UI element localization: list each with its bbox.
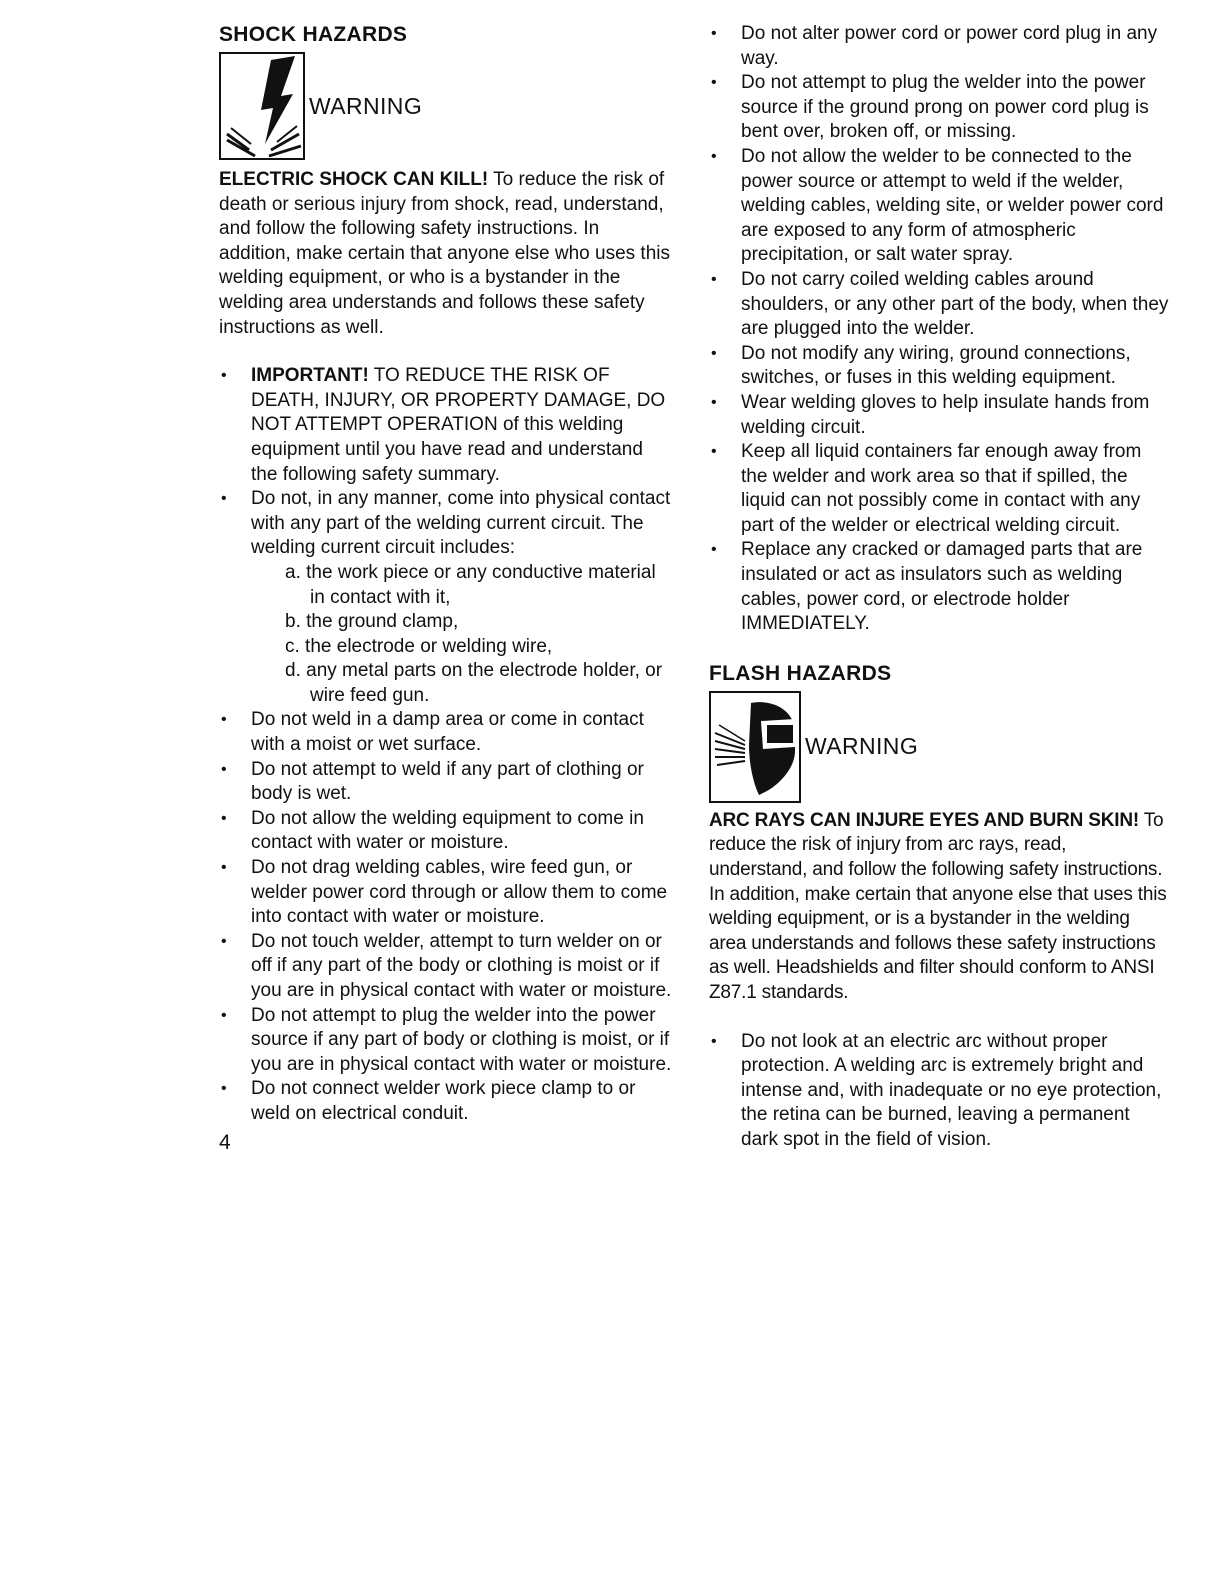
list-item: • Do not touch welder, attempt to turn welder on or off if any part of the body or clothing is moist or if you are in physical contact with water or moisture. bbox=[219, 930, 674, 1004]
welding-helmet-icon bbox=[709, 691, 801, 803]
shock-bullets-right bbox=[709, 22, 1169, 637]
shock-intro bbox=[219, 168, 674, 340]
list-item: • Do not look at an electric arc without proper protection. A welding arc is extremely bright and intense and, with inadequate or no eye protection, the retina can be burned, leaving a permanent dark spot in the field of vision. bbox=[709, 1030, 1169, 1153]
list-item: • Do not alter power cord or power cord plug in any way. bbox=[709, 22, 1169, 71]
shock-hazards-title: SHOCK HAZARDS bbox=[219, 23, 408, 46]
flash-warning-box bbox=[709, 691, 1169, 803]
list-item: • Replace any cracked or damaged parts that are insulated or act as insulators such as welding cables, power cord, or electrode holder IMMEDIATELY. bbox=[709, 538, 1169, 636]
right-column bbox=[709, 22, 1169, 1153]
shock-bullets-left bbox=[219, 364, 674, 1126]
flash-hazards-title: FLASH HAZARDS bbox=[709, 661, 892, 685]
list-item: • Keep all liquid containers far enough away from the welder and work area so that if spilled, the liquid can not possibly come in contact with any part of the welder or electrical welding circuit. bbox=[709, 440, 1169, 538]
important-text: TO REDUCE THE RISK OF DEATH, INJURY, OR PROPERTY DAMAGE, DO NOT ATTEMPT OPERATION of this welding equipment until you have read and understand the following safety summary. bbox=[251, 365, 666, 485]
list-item: • Do not carry coiled welding cables around shoulders, or any other part of the body, when they are plugged into the welder. bbox=[709, 268, 1169, 342]
list-item: • Do not drag welding cables, wire feed gun, or welder power cord through or allow them to come into contact with water or moisture. bbox=[219, 856, 674, 930]
list-item: • Do not connect welder work piece clamp to or weld on electrical conduit. bbox=[219, 1077, 674, 1126]
list-item: b. the ground clamp, bbox=[285, 611, 459, 633]
list-item: c. the electrode or welding wire, bbox=[285, 635, 553, 657]
list-item: • Do not attempt to plug the welder into the power source if the ground prong on power cord plug is bent over, broken off, or missing. bbox=[709, 71, 1169, 145]
circuit-parts-list bbox=[251, 561, 674, 709]
list-item: d. any metal parts on the electrode holder, or wire feed gun. bbox=[285, 660, 663, 706]
list-item: • Wear welding gloves to help insulate hands from welding circuit. bbox=[709, 391, 1169, 440]
shock-warning-box bbox=[219, 52, 674, 160]
shock-warning-label: WARNING bbox=[309, 92, 423, 119]
flash-intro-bold: ARC RAYS CAN INJURE EYES AND BURN SKIN! bbox=[709, 809, 1139, 831]
list-item: • Do not weld in a damp area or come in contact with a moist or wet surface. bbox=[219, 708, 674, 757]
flash-intro-text: To reduce the risk of injury from arc rays, read, understand, and follow the following safety instructions. In addition, make certain that anyone else that uses this welding equipment, or is a bystander in the welding area understands and follows these safety instructions as well. Headshields and filter should conform to ANSI Z87.1 standards. bbox=[709, 809, 1167, 1003]
list-item: • Do not attempt to plug the welder into the power source if any part of body or clothing is moist, or if you are in physical contact with water or moisture. bbox=[219, 1004, 674, 1078]
left-column bbox=[219, 22, 674, 1155]
flash-bullets bbox=[709, 1030, 1169, 1153]
shock-intro-text: To reduce the risk of death or serious injury from shock, read, understand, and follow the following safety instructions. In addition, make certain that anyone else who uses this welding equipment, or who is a bystander in the welding area understands and follows these safety instructions as well. bbox=[219, 169, 670, 338]
contact-text: Do not, in any manner, come into physical contact with any part of the welding current circuit. The welding current circuit includes: bbox=[251, 488, 671, 559]
list-item: • Do not allow the welding equipment to come in contact with water or moisture. bbox=[219, 807, 674, 856]
shock-intro-bold: ELECTRIC SHOCK CAN KILL! bbox=[219, 169, 489, 190]
list-item bbox=[219, 487, 674, 708]
important-bold: IMPORTANT! bbox=[251, 365, 369, 387]
flash-intro bbox=[709, 809, 1169, 1006]
list-item bbox=[219, 364, 674, 487]
page-number: 4 bbox=[219, 1130, 231, 1154]
list-item: • Do not modify any wiring, ground connections, switches, or fuses in this welding equipment. bbox=[709, 342, 1169, 391]
list-item: • Do not attempt to weld if any part of clothing or body is wet. bbox=[219, 758, 674, 807]
list-item: a. the work piece or any conductive material in contact with it, bbox=[285, 561, 656, 608]
electric-shock-icon bbox=[219, 52, 305, 160]
flash-warning-label: WARNING bbox=[805, 733, 919, 760]
list-item: • Do not allow the welder to be connected to the power source or attempt to weld if the welder, welding cables, welding site, or welder power cord are exposed to any form of atmospheric precipitation, or salt water spray. bbox=[709, 145, 1169, 268]
